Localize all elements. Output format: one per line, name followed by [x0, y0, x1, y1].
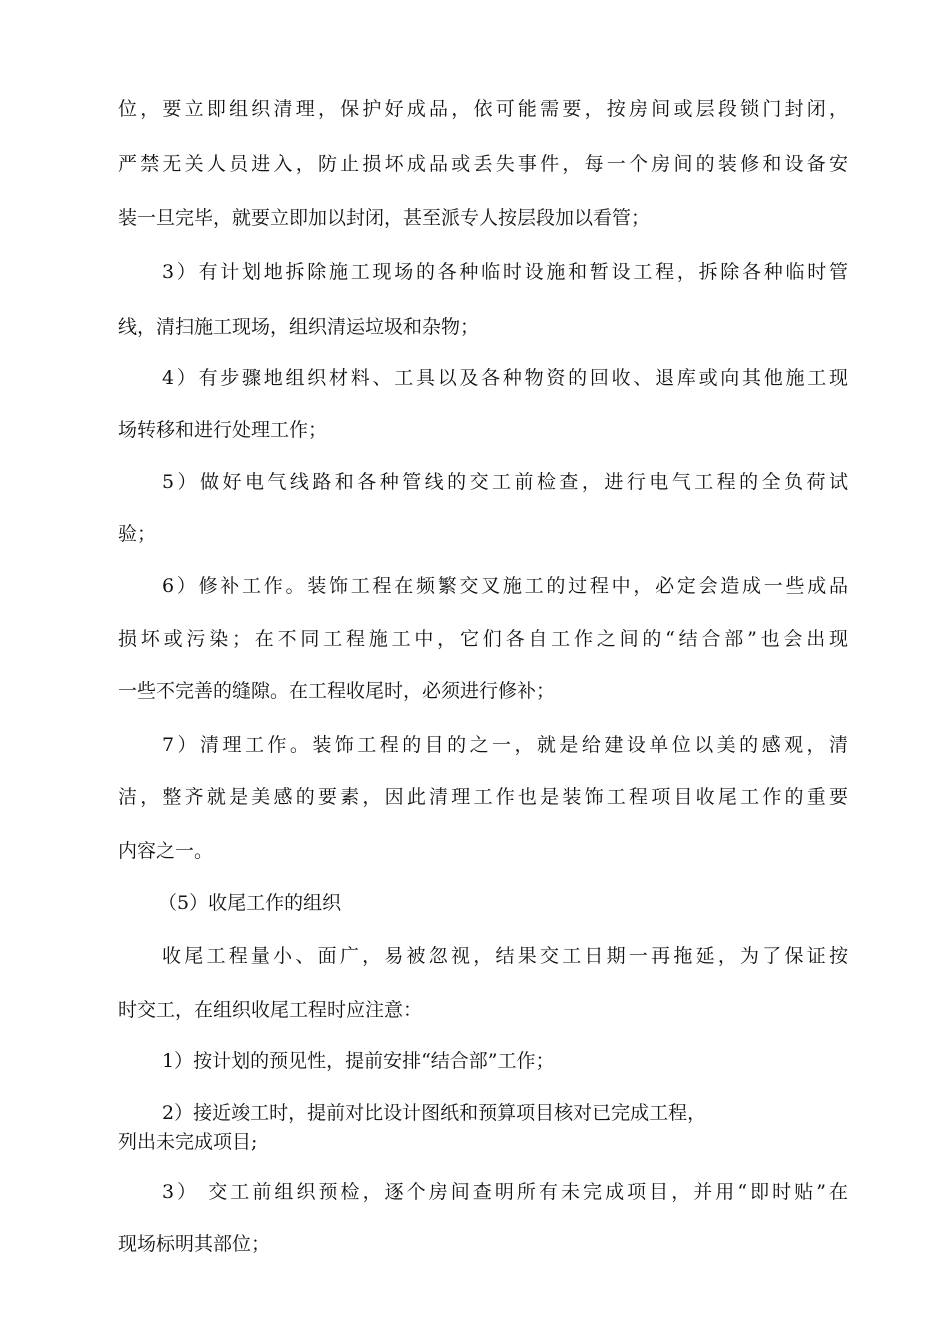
list-item-4-line-2: 场转移和进行处理工作； [118, 419, 328, 441]
numbered-item-2-line-2: 列出未完成项目; [118, 1131, 258, 1153]
list-item-3-line-1: 3）有计划地拆除施工现场的各种临时设施和暂设工程，拆除各种临时管 [162, 261, 848, 283]
numbered-item-3-line-2: 现场标明其部位； [118, 1233, 271, 1255]
list-item-6-line-1: 6）修补工作。装饰工程在频繁交叉施工的过程中，必定会造成一些成品 [162, 575, 848, 597]
paragraph-line-2: 时交工，在组织收尾工程时应注意： [118, 999, 423, 1021]
list-item-5-line-1: 5）做好电气线路和各种管线的交工前检查，进行电气工程的全负荷试 [162, 471, 848, 493]
text-line: 装一旦完毕，就要立即加以封闭，甚至派专人按层段加以看管； [118, 207, 651, 229]
list-item-7-line-3: 内容之一。 [118, 840, 214, 862]
paragraph-line-1: 收尾工程量小、面广，易被忽视，结果交工日期一再拖延，为了保证按 [162, 945, 848, 967]
text-line: 位，要立即组织清理，保护好成品，依可能需要，按房间或层段锁门封闭， [118, 98, 848, 120]
list-item-7-line-2: 洁，整齐就是美感的要素，因此清理工作也是装饰工程项目收尾工作的重要 [118, 786, 848, 808]
numbered-item-3-line-1: 3） 交工前组织预检，逐个房间查明所有未完成项目，并用“即时贴”在 [162, 1181, 848, 1203]
text-line: 严禁无关人员进入，防止损坏成品或丢失事件，每一个房间的装修和设备安 [118, 153, 848, 175]
list-item-5-line-2: 验； [118, 523, 157, 545]
list-item-6-line-3: 一些不完善的缝隙。在工程收尾时，必须进行修补； [118, 680, 556, 702]
list-item-6-line-2: 损坏或污染；在不同工程施工中，它们各自工作之间的“结合部”也会出现 [118, 628, 848, 650]
numbered-item-2-line-1: 2）接近竣工时，提前对比设计图纸和预算项目核对已完成工程， [162, 1102, 707, 1124]
numbered-item-1: 1）按计划的预见性，提前安排“结合部”工作； [162, 1050, 555, 1072]
list-item-3-line-2: 线，清扫施工现场，组织清运垃圾和杂物； [118, 316, 480, 338]
list-item-7-line-1: 7）清理工作。装饰工程的目的之一，就是给建设单位以美的感观，清 [162, 734, 848, 756]
section-heading: （5）收尾工作的组织 [158, 892, 342, 914]
list-item-4-line-1: 4）有步骤地组织材料、工具以及各种物资的回收、退库或向其他施工现 [162, 367, 848, 389]
